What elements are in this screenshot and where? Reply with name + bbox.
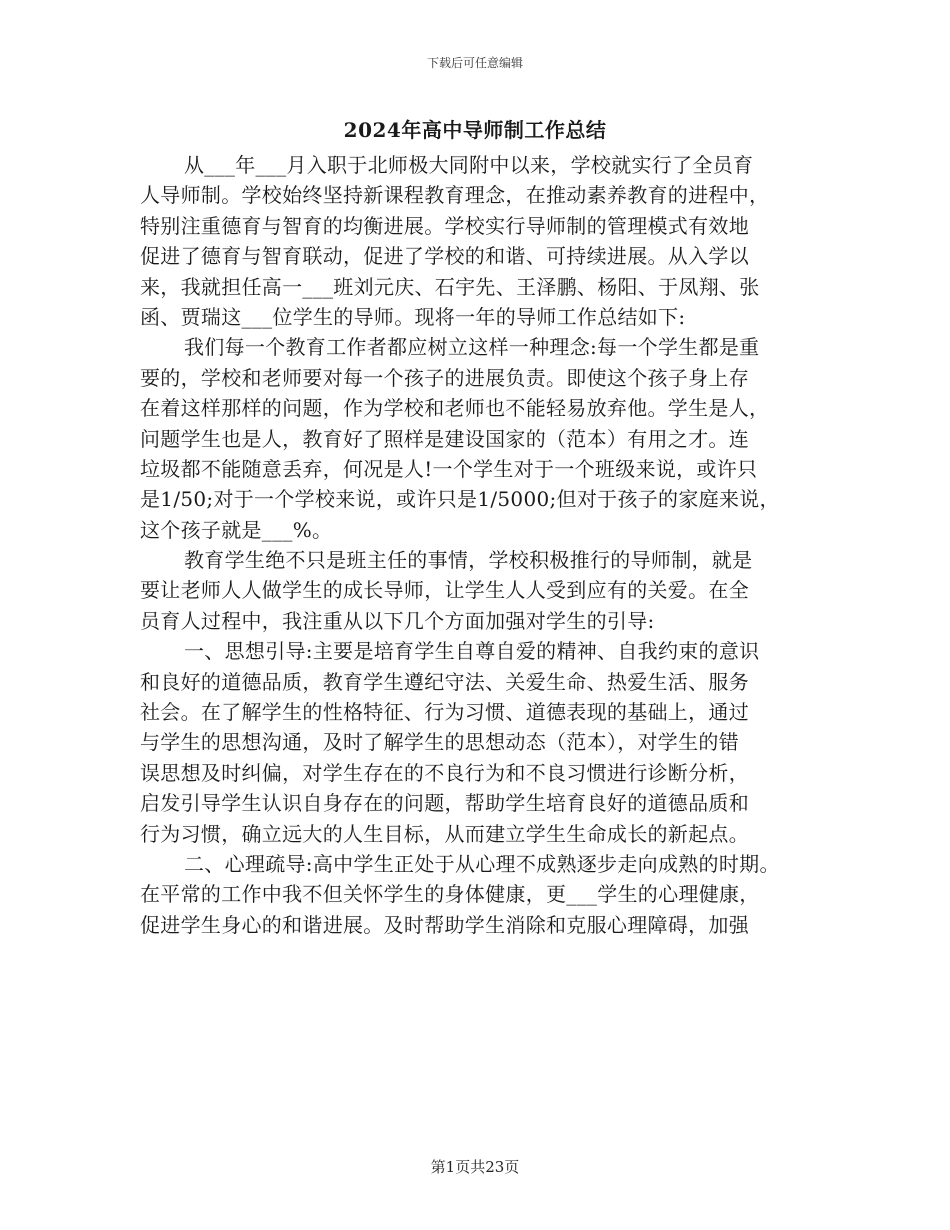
body-line: 要让老师人人做学生的成长导师，让学生人人受到应有的关爱。在全	[140, 578, 749, 603]
body-line: 从___年___月入职于北师极大同附中以来，学校就实行了全员育	[184, 153, 754, 177]
body-line: 在着这样那样的问题，作为学校和老师也不能轻易放弃他。学生是人，	[140, 396, 770, 421]
body-line: 一、思想引导:主要是培育学生自尊自爱的精神、自我约束的意识	[184, 639, 760, 664]
body-line: 与学生的思想沟通，及时了解学生的思想动态（范本），对学生的错	[140, 730, 739, 755]
body-line: 员育人过程中，我注重从以下几个方面加强对学生的引导:	[140, 608, 655, 633]
body-line: 垃圾都不能随意丢弃，何况是人!一个学生对于一个班级来说，或许只	[140, 456, 758, 481]
body-line: 和良好的道德品质，教育学生遵纪守法、关爱生命、热爱生活、服务	[140, 669, 749, 694]
body-line: 来，我就担任高一___班刘元庆、石宇先、王泽鹏、杨阳、于凤翔、张	[140, 274, 760, 299]
body-line: 问题学生也是人，教育好了照样是建设国家的（范本）有用之才。连	[140, 426, 749, 451]
header-note: 下载后可任意编辑	[426, 56, 523, 70]
body-line: 社会。在了解学生的性格特征、行为习惯、道德表现的基础上，通过	[140, 700, 749, 725]
body-line: 促进学生身心的和谐进展。及时帮助学生消除和克服心理障碍，加强	[140, 912, 749, 937]
body-line: 是1/50;对于一个学校来说，或许只是1/5000;但对于孩子的家庭来说，	[140, 487, 780, 512]
page-footer: 第1页共23页	[430, 1158, 520, 1176]
body-line: 人导师制。学校始终坚持新课程教育理念，在推动素养教育的进程中，	[140, 183, 770, 208]
body-line: 我们每一个教育工作者都应树立这样一种理念:每一个学生都是重	[184, 335, 760, 360]
body-line: 促进了德育与智育联动，促进了学校的和谐、可持续进展。从入学以	[140, 244, 749, 269]
body-line: 行为习惯，确立远大的人生目标，从而建立学生生命成长的新起点。	[140, 821, 749, 846]
body-line: 函、贾瑞这___位学生的导师。现将一年的导师工作总结如下:	[140, 304, 686, 329]
body-line: 要的，学校和老师要对每一个孩子的进展负责。即使这个孩子身上存	[140, 365, 749, 390]
body-line: 启发引导学生认识自身存在的问题，帮助学生培育良好的道德品质和	[140, 791, 749, 816]
body-line: 这个孩子就是___%。	[140, 517, 333, 542]
document-title: 2024年高中导师制工作总结	[343, 118, 607, 142]
body-line: 在平常的工作中我不但关怀学生的身体健康，更___学生的心理健康，	[140, 882, 760, 907]
body-line: 教育学生绝不只是班主任的事情，学校积极推行的导师制，就是	[184, 548, 753, 573]
body-line: 二、心理疏导:高中学生正处于从心理不成熟逐步走向成熟的时期。	[184, 851, 780, 876]
body-line: 特别注重德育与智育的均衡进展。学校实行导师制的管理模式有效地	[140, 213, 749, 238]
document-body	[140, 150, 820, 940]
body-line: 误思想及时纠偏，对学生存在的不良行为和不良习惯进行诊断分析，	[140, 760, 749, 785]
